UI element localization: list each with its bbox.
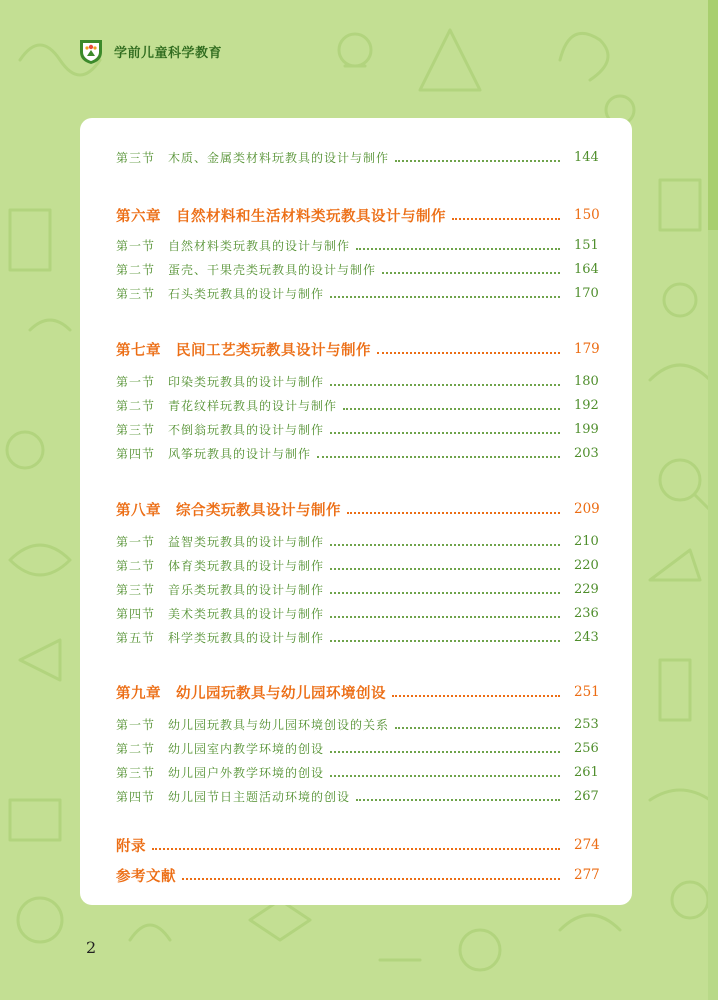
page-header — [76, 38, 222, 64]
toc-entry-title: 第五节 科学类玩教具的设计与制作 — [116, 630, 325, 645]
toc-entry-title: 附录 — [116, 837, 146, 855]
dot-leader — [182, 877, 560, 880]
toc-entry-title: 第七章 民间工艺类玩教具设计与制作 — [116, 341, 371, 359]
toc-section-entry[interactable]: 第三节 木质、金属类材料玩教具的设计与制作 144 — [116, 149, 599, 165]
toc-entry-title: 第六章 自然材料和生活材料类玩教具设计与制作 — [116, 207, 446, 225]
toc-entry-title: 第二节 幼儿园室内教学环境的创设 — [116, 741, 325, 756]
dot-leader — [392, 694, 560, 697]
toc-section-entry[interactable]: 第二节 蛋壳、干果壳类玩教具的设计与制作 164 — [116, 261, 599, 277]
toc-entry-title: 第二节 体育类玩教具的设计与制作 — [116, 558, 325, 573]
page-number: 2 — [86, 938, 97, 957]
edge-tab-dark — [708, 0, 718, 230]
dot-leader — [330, 383, 560, 386]
toc-section-entry[interactable]: 第四节 幼儿园节日主题活动环境的创设 267 — [116, 788, 599, 804]
dot-leader — [377, 351, 560, 354]
dot-leader — [356, 247, 560, 250]
dot-leader — [330, 591, 560, 594]
dot-leader — [395, 726, 560, 729]
toc-section-entry[interactable]: 第二节 幼儿园室内教学环境的创设 256 — [116, 740, 599, 756]
toc-section-entry[interactable]: 第三节 不倒翁玩教具的设计与制作 199 — [116, 421, 599, 437]
toc-entry-title: 第九章 幼儿园玩教具与幼儿园环境创设 — [116, 684, 386, 702]
toc-entry-title: 第八章 综合类玩教具设计与制作 — [116, 501, 341, 519]
toc-entry-title: 第三节 木质、金属类材料玩教具的设计与制作 — [116, 150, 390, 165]
toc-section-entry[interactable]: 第三节 石头类玩教具的设计与制作 170 — [116, 285, 599, 301]
toc-card — [80, 118, 632, 905]
dot-leader — [343, 407, 560, 410]
edge-tab-light — [708, 230, 718, 1000]
toc-section-entry[interactable]: 第一节 自然材料类玩教具的设计与制作 151 — [116, 237, 599, 253]
toc-section-entry[interactable]: 第五节 科学类玩教具的设计与制作 243 — [116, 629, 599, 645]
dot-leader — [330, 750, 560, 753]
toc-section-entry[interactable]: 第一节 益智类玩教具的设计与制作 210 — [116, 533, 599, 549]
education-logo-icon — [76, 36, 106, 66]
toc-chapter-entry[interactable]: 第九章 幼儿园玩教具与幼儿园环境创设 251 — [116, 682, 566, 702]
dot-leader — [330, 295, 560, 298]
toc-section-entry[interactable]: 第一节 印染类玩教具的设计与制作 180 — [116, 373, 599, 389]
toc-chapter-entry[interactable]: 附录 274 — [116, 835, 566, 855]
toc-section-entry[interactable]: 第三节 幼儿园户外教学环境的创设 261 — [116, 764, 599, 780]
dot-leader — [330, 774, 560, 777]
dot-leader — [330, 639, 560, 642]
toc-section-entry[interactable]: 第一节 幼儿园玩教具与幼儿园环境创设的关系 253 — [116, 716, 599, 732]
toc-entry-title: 第一节 幼儿园玩教具与幼儿园环境创设的关系 — [116, 717, 390, 732]
dot-leader — [317, 455, 560, 458]
toc-section-entry[interactable]: 第二节 青花纹样玩教具的设计与制作 192 — [116, 397, 599, 413]
dot-leader — [152, 847, 560, 850]
toc-entry-title: 第一节 自然材料类玩教具的设计与制作 — [116, 238, 351, 253]
toc-entry-title: 第四节 风筝玩教具的设计与制作 — [116, 446, 312, 461]
toc-entry-title: 第三节 不倒翁玩教具的设计与制作 — [116, 422, 325, 437]
dot-leader — [356, 798, 560, 801]
brand-title: 学前儿童科学教育 — [114, 45, 223, 61]
dot-leader — [347, 511, 560, 514]
dot-leader — [330, 567, 560, 570]
toc-section-entry[interactable]: 第四节 风筝玩教具的设计与制作 203 — [116, 445, 599, 461]
dot-leader — [330, 543, 560, 546]
toc-chapter-entry[interactable]: 第六章 自然材料和生活材料类玩教具设计与制作 150 — [116, 205, 566, 225]
toc-entry-title: 第三节 石头类玩教具的设计与制作 — [116, 286, 325, 301]
toc-entry-title: 参考文献 — [116, 867, 176, 885]
dot-leader — [452, 217, 560, 220]
dot-leader — [382, 271, 560, 274]
toc-section-entry[interactable]: 第三节 音乐类玩教具的设计与制作 229 — [116, 581, 599, 597]
toc-entry-title: 第二节 青花纹样玩教具的设计与制作 — [116, 398, 338, 413]
dot-leader — [395, 159, 560, 162]
toc-chapter-entry[interactable]: 第七章 民间工艺类玩教具设计与制作 179 — [116, 339, 566, 359]
toc-entry-title: 第二节 蛋壳、干果壳类玩教具的设计与制作 — [116, 262, 377, 277]
toc-chapter-entry[interactable]: 第八章 综合类玩教具设计与制作 209 — [116, 499, 566, 519]
toc-entry-title: 第四节 幼儿园节日主题活动环境的创设 — [116, 789, 351, 804]
toc-entry-title: 第一节 益智类玩教具的设计与制作 — [116, 534, 325, 549]
toc-section-entry[interactable]: 第二节 体育类玩教具的设计与制作 220 — [116, 557, 599, 573]
dot-leader — [330, 615, 560, 618]
toc-entry-title: 第四节 美术类玩教具的设计与制作 — [116, 606, 325, 621]
toc-entry-title: 第三节 幼儿园户外教学环境的创设 — [116, 765, 325, 780]
dot-leader — [330, 431, 560, 434]
toc-section-entry[interactable]: 第四节 美术类玩教具的设计与制作 236 — [116, 605, 599, 621]
toc-entry-title: 第一节 印染类玩教具的设计与制作 — [116, 374, 325, 389]
toc-entry-title: 第三节 音乐类玩教具的设计与制作 — [116, 582, 325, 597]
toc-chapter-entry[interactable]: 参考文献 277 — [116, 865, 566, 885]
